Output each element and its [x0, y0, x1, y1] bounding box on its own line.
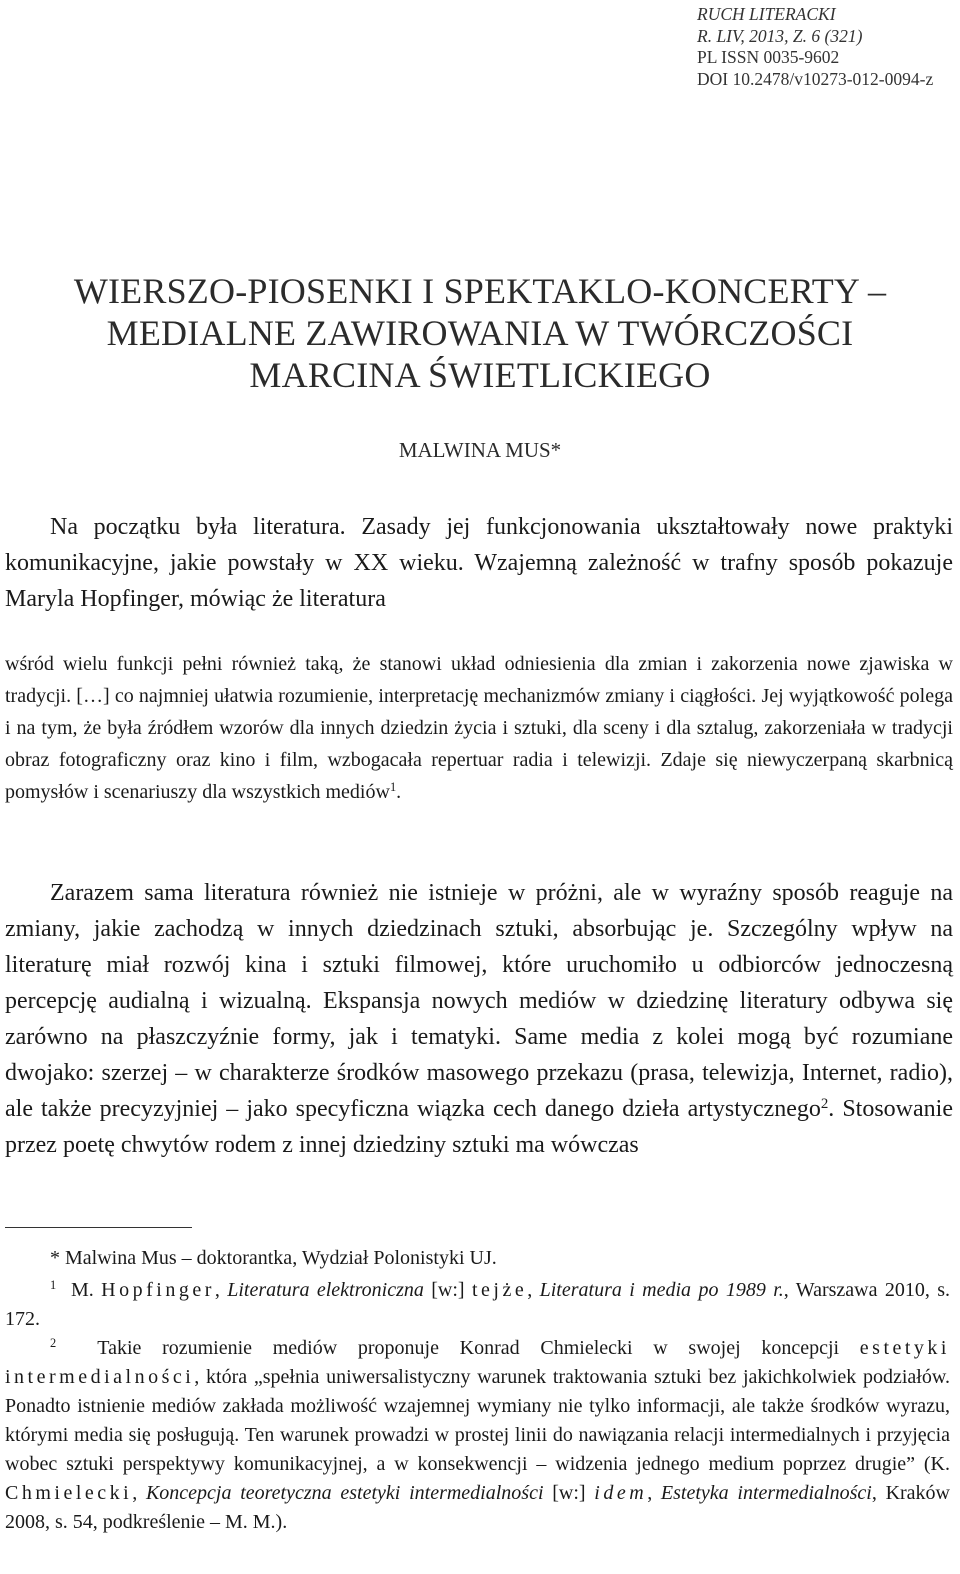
fn1-initial: M. [70, 1279, 94, 1301]
footnote-2: $^2$ Takie rozumienie mediów proponuje Konrad Chmielecki w swojej koncepcji estetyki intermedialności, która „spełnia uniwersalistyczny warunek traktowania sztuki bez jakichkolwiek podziałów. Ponadto istnienie mediów zakłada możliwość wzajemnej wymiany nie tylko informacji, ale także środków wyrazu, którymi media się posługują. Ten warunek prowadzi w prostej linii do nawiązania relacji intermedialnych i przyjęcia wobec sztuki perspektywy komunikacyjnej, a w konsekwencji – widzenia jednego medium poprzez drugie” (K. Chmielecki, Koncepcja teoretyczna estetyki intermedialności [w:] idem, Estetyka intermedialności, Kraków 2008, s. 54, podkreślenie – M. M.). [5, 1336, 950, 1533]
intro-paragraph: Na początku była literatura. Zasady jej funkcjonowania ukształtowały nowe praktyki komunikacyjne, jakie powstały w XX wieku. Wzajemną zależność w trafny sposób pokazuje Maryla Hopfinger, mówiąc że literatura [5, 514, 953, 612]
article-author: MALWINA MUS* [398, 438, 562, 462]
fn1-author: Hopfinger [101, 1279, 215, 1301]
fn2-book-title: Estetyka intermedialności [660, 1482, 872, 1504]
fn1-tejze: tejże [471, 1279, 528, 1301]
footnote-ref-2[interactable]: 2 [820, 1095, 829, 1112]
journal-masthead [697, 4, 933, 90]
fn2-spaced-term: estetyki intermedialności [5, 1337, 950, 1388]
fn1-tail: , Warszawa 2010, s. 172. [5, 1279, 951, 1330]
fn2-text-3: , Kraków 2008, s. 54, podkreślenie – M. M.). [5, 1482, 950, 1533]
main-paragraph-continuation: Stosowanie przez poetę chwytów rodem z innej dziedziny sztuki ma wówczas [5, 1096, 953, 1158]
journal-name: RUCH LITERACKI [697, 4, 836, 24]
quote-text: wśród wielu funkcji pełni również taką, że stanowi układ odniesienia dla zmian i zakorzenia nowe zjawiska w tradycji. […] co najmniej ułatwia rozumienie, interpretację mechanizmów zmiany i ciągłości. Jej wyjątkowość polega i na tym, że była źródłem wzorów dla innych dziedzin życia i sztuki, dla sceny i dla sztalug, zakorzeniała w tradycji obraz fotograficzny oraz kino i film, wzbogacała repertuar radia i telewizji. Zdaje się niewyczerpaną skarbnicą pomysłów i scenariuszy dla wszystkich mediów [5, 653, 953, 803]
footnote-author: * Malwina Mus – doktorantka, Wydział Polonistyki UJ. [50, 1247, 497, 1269]
article-title [0, 270, 960, 396]
footnote-ref-1[interactable]: 1 [389, 780, 397, 795]
journal-doi: DOI 10.2478/v10273-012-0094-z [697, 68, 934, 89]
fn1-title: Literatura elektroniczna [227, 1279, 424, 1301]
main-paragraph: Zarazem sama literatura również nie istnieje w próżni, ale w wyraźny sposób reaguje na zmiany, jakie zachodzą w innych dziedzinach sztuki, absorbując je. Szczególny wpływ na literaturę miał rozwój kina i sztuki filmowej, które uruchomiło u odbiorców jednoczesną percepcję audialną i wizualną. Ekspansja nowych mediów w dziedzinę literatury odbywa się zarówno na płaszczyźnie formy, jak i tematyki. Same media z kolei mogą być rozumiane dwojako: szerzej – w charakterze środków masowego przekazu (prasa, telewizja, Internet, radio), ale także precyzyjniej – jako specyficzna wiązka cech danego dzieła artystycznego$^2$. Stosowanie przez poetę chwytów rodem z innej dziedziny sztuki ma wówczas [5, 880, 953, 1158]
footnote-1-number: 1 [50, 1278, 57, 1293]
fn2-idem: idem [594, 1482, 648, 1504]
main-paragraph-text: Zarazem sama literatura również nie istnieje w próżni, ale w wyraźny sposób reaguje na zmiany, jakie zachodzą w innych dziedzinach sztuki, absorbując je. Szczególny wpływ na literaturę miał rozwój kina i sztuki filmowej, które uruchomiło u odbiorców jednoczesną percepcję audialną i wizualną. Ekspansja nowych mediów w dziedzinę literatury odbywa się zarówno na płaszczyźnie formy, jak i tematyki. Same media z kolei mogą być rozumiane dwojako: szerzej – w charakterze środków masowego przekazu (prasa, telewizja, Internet, radio), ale także precyzyjniej – jako specyficzna wiązka cech danego dzieła artystycznego [5, 880, 953, 1122]
block-quote: wśród wielu funkcji pełni również taką, że stanowi układ odniesienia dla zmian i zakorzenia nowe zjawiska w tradycji. […] co najmniej ułatwia rozumienie, interpretację mechanizmów zmiany i ciągłości. Jej wyjątkowość polega i na tym, że była źródłem wzorów dla innych dziedzin życia i sztuki, dla sceny i dla sztalug, zakorzeniała w tradycji obraz fotograficzny oraz kino i film, wzbogacała repertuar radia i telewizji. Zdaje się niewyczerpaną skarbnicą pomysłów i scenariuszy dla wszystkich mediów$^1$. [5, 653, 953, 803]
footnote-2-number: 2 [50, 1336, 57, 1351]
fn1-in: [w:] [431, 1279, 465, 1301]
fn2-text-2: , która „spełnia uniwersalistyczny warunek traktowania sztuki bez jakichkolwiek podziałów. Ponadto istnienie mediów zakłada możliwość wzajemnej wymiany nie tylko informacji, ale także środków wyrazu, którymi media się posługują. Ten warunek prowadzi w prostej linii do nawiązania relacji intermedialnych i przyjęcia wobec sztuki perspektywy komunikacyjnej, a w konsekwencji – widzenia jednego medium poprzez drugie” (K. [5, 1366, 950, 1475]
journal-issn: PL ISSN 0035-9602 [697, 47, 840, 67]
journal-issue: R. LIV, 2013, Z. 6 (321) [697, 25, 863, 46]
title-line-1: WIERSZO-PIOSENKI I SPEKTAKLO-KONCERTY – [73, 271, 887, 311]
fn2-text-1: Takie rozumienie mediów proponuje Konrad Chmielecki w swojej koncepcji [97, 1337, 840, 1359]
fn1-book-title: Literatura i media po 1989 r. [539, 1279, 784, 1301]
fn2-author: Chmielecki [5, 1482, 133, 1504]
title-line-3: MARCINA ŚWIETLICKIEGO [249, 355, 711, 395]
fn2-in: [w:] [552, 1482, 586, 1504]
footnote-separator [5, 1227, 192, 1228]
fn2-title: Koncepcja teoretyczna estetyki intermedialności [145, 1482, 544, 1504]
footnote-1: $^1$ M. Hopfinger, Literatura elektroniczna [w:] tejże, Literatura i media po 1989 r., Warszawa 2010, s. 172. [5, 1278, 951, 1330]
title-line-2: MEDIALNE ZAWIROWANIA W TWÓRCZOŚCI [106, 313, 854, 353]
